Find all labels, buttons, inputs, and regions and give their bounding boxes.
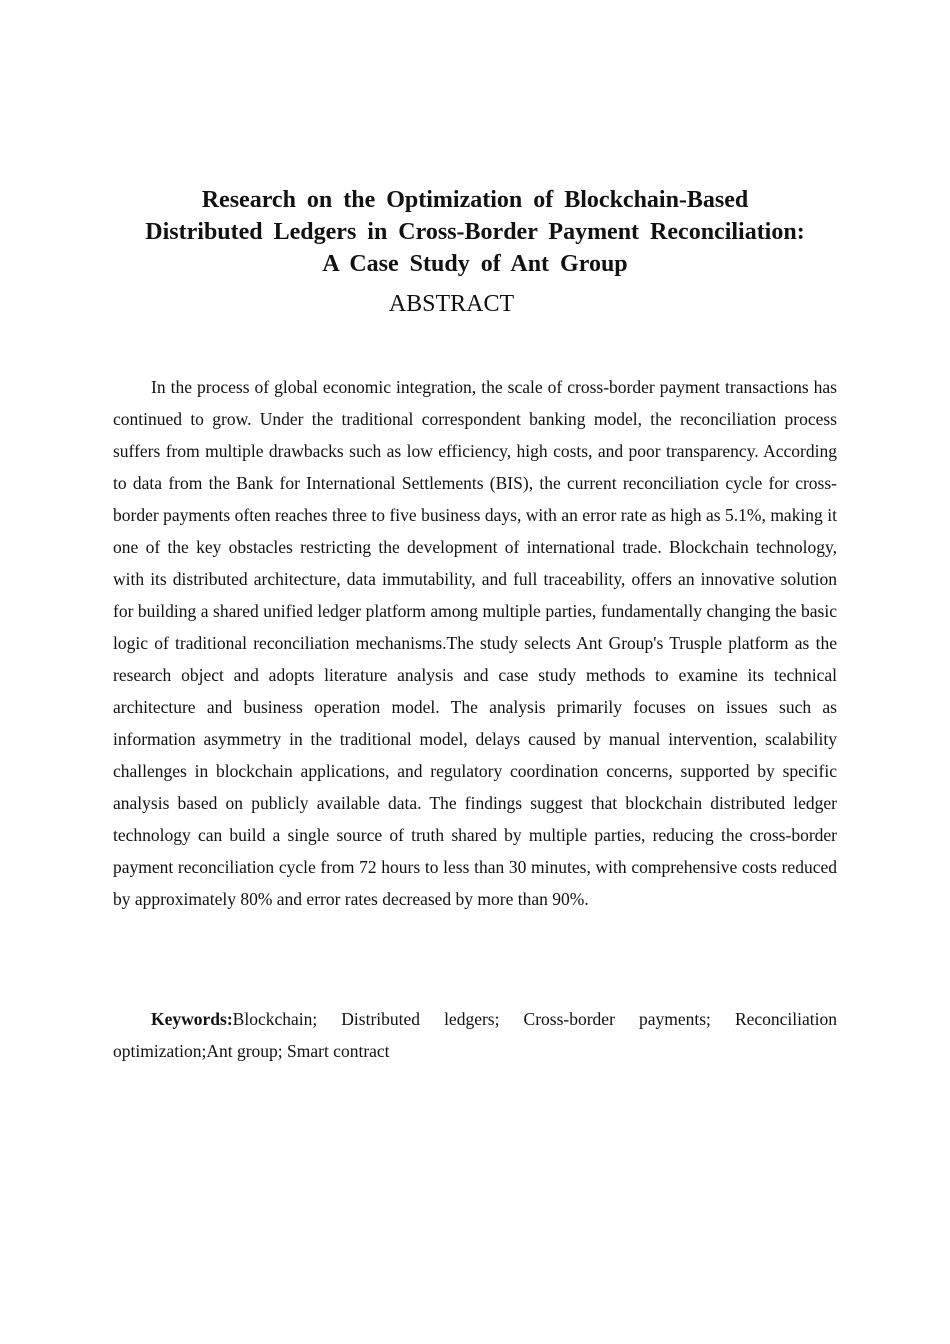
abstract-body: In the process of global economic integration, the scale of cross-border payment transactions has continued to grow. Under the traditional correspondent banking model, the reconciliation process suffers from multiple drawbacks such as low efficiency, high costs, and poor transparency. According to data from the Bank for International Settlements (BIS), the current reconciliation cycle for cross-border payments often reaches three to five business days, with an error rate as high as 5.1%, making it one of the key obstacles restricting the development of international trade. Blockchain technology, with its distributed architecture, data immutability, and full traceability, offers an innovative solution for building a shared unified ledger platform among multiple parties, fundamentally changing the basic logic of traditional reconciliation mechanisms.The study selects Ant Group's Trusple platform as the research object and adopts literature analysis and case study methods to examine its technical architecture and business operation model. The analysis primarily focuses on issues such as information asymmetry in the traditional model, delays caused by manual intervention, scalability challenges in blockchain applications, and regulatory coordination concerns, supported by specific analysis based on publicly available data. The findings suggest that blockchain distributed ledger technology can build a single source of truth shared by multiple parties, reducing the cross-border payment reconciliation cycle from 72 hours to less than 30 minutes, with comprehensive costs reduced by approximately 80% and error rates decreased by more than 90%. bbox=[113, 377, 837, 909]
keywords-label: Keywords: bbox=[151, 1009, 233, 1029]
abstract-heading: ABSTRACT bbox=[388, 291, 515, 317]
title-line-3: A Case Study of Ant Group bbox=[322, 251, 628, 277]
title-line-1: Research on the Optimization of Blockchain-Based bbox=[201, 187, 749, 213]
keywords-paragraph bbox=[113, 1003, 837, 1067]
title-line-2: Distributed Ledgers in Cross-Border Payment Reconciliation: bbox=[145, 219, 805, 245]
keywords-text: Blockchain; Distributed ledgers; Cross-border payments; Reconciliation optimization;Ant group; Smart contract bbox=[113, 1009, 837, 1061]
paper-title bbox=[100, 184, 850, 280]
